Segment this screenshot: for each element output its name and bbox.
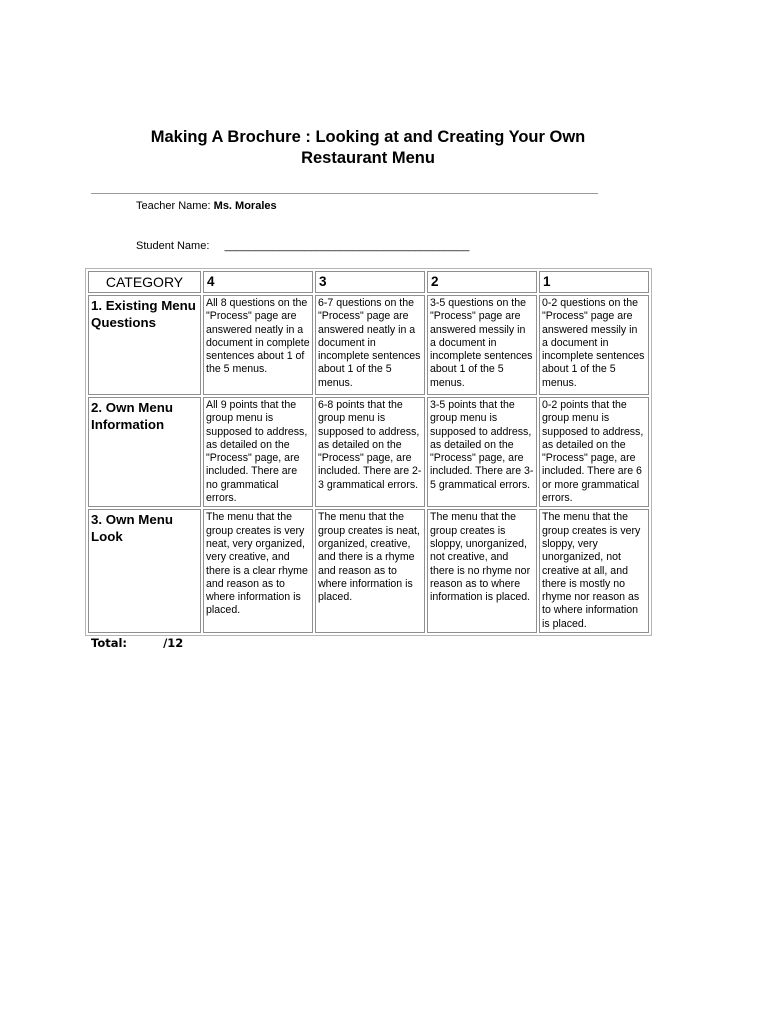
header-category: CATEGORY	[88, 271, 201, 293]
total-value: /12	[163, 636, 184, 650]
table-cell: 3-5 questions on the "Process" page are answered messily in a document in incomplete sentences about 1 of the 5 menus.	[427, 295, 537, 395]
header-score-2: 2	[427, 271, 537, 293]
table-cell: All 8 questions on the "Process" page are answered neatly in a document in complete sentences about 1 of the 5 menus.	[203, 295, 313, 395]
table-row	[88, 397, 649, 507]
teacher-value: Ms. Morales	[213, 200, 277, 212]
table-cell: 0-2 questions on the "Process" page are answered messily in a document in incomplete sentences about 1 of the 5 menus.	[539, 295, 649, 395]
title-line-1: Making A Brochure : Looking at and Creating Your Own	[150, 128, 586, 146]
total-line	[91, 636, 183, 650]
teacher-name-line	[136, 200, 277, 213]
header-score-4: 4	[203, 271, 313, 293]
student-name-line	[136, 240, 469, 253]
student-blank: ________________________________________	[224, 240, 470, 252]
title-line-2: Restaurant Menu	[301, 149, 435, 167]
table-cell: 6-8 points that the group menu is supposed to address, as detailed on the "Process" page, are included. There are 2-3 grammatical errors.	[315, 397, 425, 507]
document-title	[100, 127, 636, 169]
table-cell: The menu that the group creates is very sloppy, very unorganized, not creative at all, and there is mostly no rhyme nor reason as to where information is placed.	[539, 509, 649, 633]
table-cell: 0-2 points that the group menu is supposed to address, as detailed on the "Process" page, are included. There are 6 or more grammatical errors.	[539, 397, 649, 507]
header-row	[88, 271, 649, 293]
criterion-cell: 3. Own Menu Look	[88, 509, 201, 633]
rubric-table	[85, 268, 652, 636]
criterion-cell: 1. Existing Menu Questions	[88, 295, 201, 395]
criterion-cell: 2. Own Menu Information	[88, 397, 201, 507]
table-cell: The menu that the group creates is neat, organized, creative, and there is a rhyme and reason as to where information is placed.	[315, 509, 425, 633]
table-cell: 3-5 points that the group menu is supposed to address, as detailed on the "Process" page, are included. There are 3-5 grammatical errors.	[427, 397, 537, 507]
table-row	[88, 509, 649, 633]
table-cell: The menu that the group creates is very neat, very organized, very creative, and there is a clear rhyme and reason as to where information is placed.	[203, 509, 313, 633]
student-label: Student Name:	[136, 240, 210, 252]
total-label: Total:	[91, 636, 128, 650]
table-cell: All 9 points that the group menu is supposed to address, as detailed on the "Process" page, are included. There are no grammatical errors.	[203, 397, 313, 507]
header-score-1: 1	[539, 271, 649, 293]
table-row	[88, 295, 649, 395]
table-cell: The menu that the group creates is sloppy, unorganized, not creative, and there is no rhyme nor reason as to where information is placed.	[427, 509, 537, 633]
table-cell: 6-7 questions on the "Process" page are answered neatly in a document in incomplete sentences about 1 of the 5 menus.	[315, 295, 425, 395]
teacher-label: Teacher Name:	[136, 200, 214, 212]
header-score-3: 3	[315, 271, 425, 293]
horizontal-rule	[91, 193, 598, 194]
